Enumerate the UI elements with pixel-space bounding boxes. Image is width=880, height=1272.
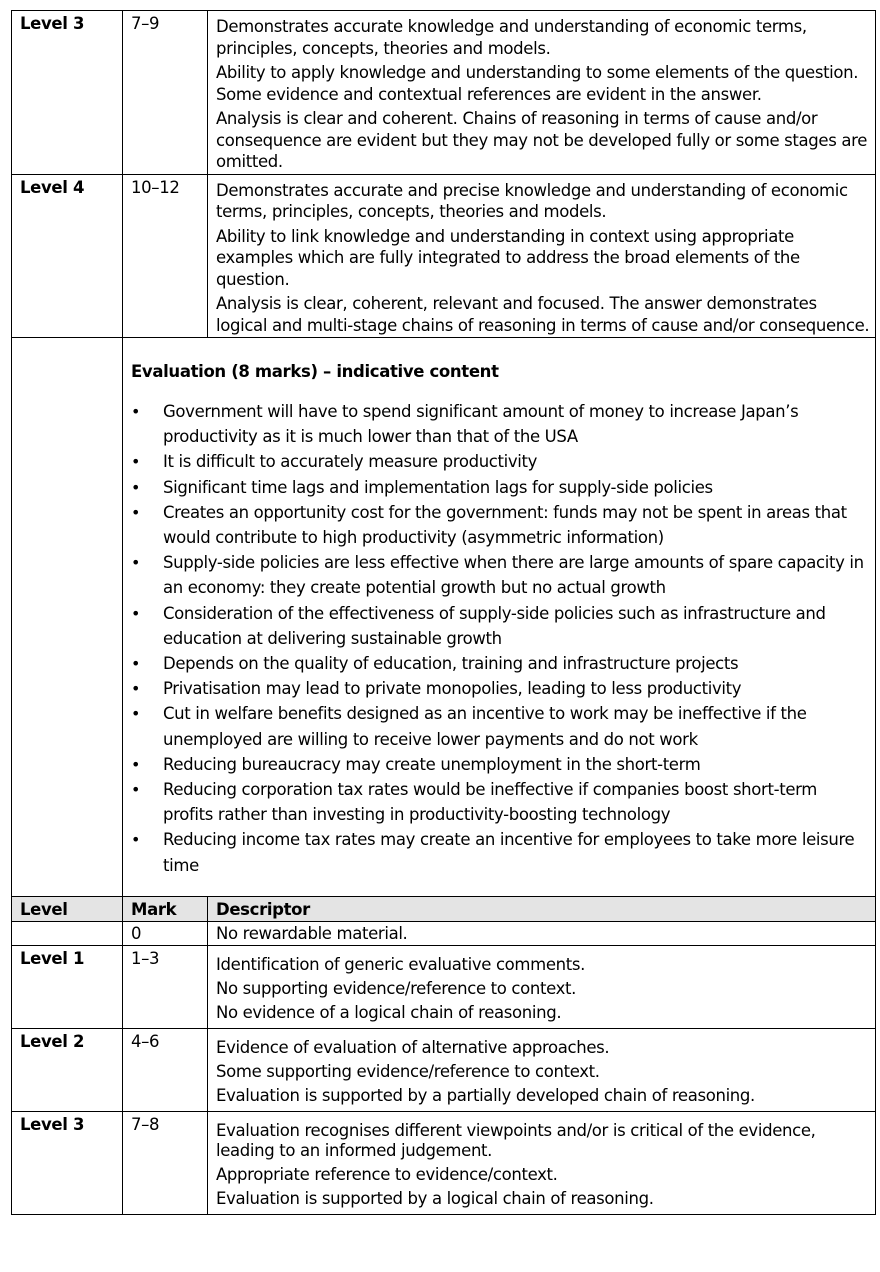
evaluation-content-row — [12, 338, 876, 897]
descriptor-cell — [208, 174, 876, 338]
header-level: Level — [12, 896, 123, 921]
header-descriptor: Descriptor — [208, 896, 876, 921]
descriptor-text: Analysis is clear, coherent, relevant and focused. The answer demonstrates logical and multi-stage chains of reasoning in terms of cause and/or consequence. — [216, 294, 870, 335]
list-item: • It is difficult to accurately measure productivity — [131, 449, 869, 474]
descriptor-cell — [208, 1028, 876, 1111]
descriptor-text: No supporting evidence/reference to context. — [216, 978, 577, 998]
evaluation-table-header — [12, 896, 876, 921]
descriptor-text: Evidence of evaluation of alternative approaches. — [216, 1037, 610, 1057]
evaluation-heading: Evaluation (8 marks) – indicative content — [131, 362, 499, 381]
descriptor-text: Evaluation is supported by a partially developed chain of reasoning. — [216, 1085, 755, 1105]
list-item: • Government will have to spend significant amount of money to increase Japan’s productivity as it is much lower than that of the USA — [131, 399, 869, 449]
empty-cell — [12, 338, 123, 897]
descriptor-text: Evaluation is supported by a logical chain of reasoning. — [216, 1188, 654, 1208]
list-item: • Depends on the quality of education, training and infrastructure projects — [131, 651, 869, 676]
evaluation-level-1-row — [12, 945, 876, 1028]
mark-range: 7–9 — [123, 11, 208, 175]
zero-mark-row — [12, 921, 876, 945]
mark-range: 10–12 — [123, 174, 208, 338]
descriptor-cell — [208, 11, 876, 175]
mark-range: 4–6 — [123, 1028, 208, 1111]
level-label: Level 1 — [12, 945, 123, 1028]
evaluation-content-cell — [123, 338, 876, 897]
descriptor-cell — [208, 921, 876, 945]
header-mark: Mark — [123, 896, 208, 921]
analysis-level-3-row — [12, 11, 876, 175]
descriptor-text: Demonstrates accurate and precise knowledge and understanding of economic terms, principles, concepts, theories and models. — [216, 180, 848, 221]
list-item: • Reducing income tax rates may create an incentive for employees to take more leisure time — [131, 827, 869, 877]
descriptor-text: Appropriate reference to evidence/context. — [216, 1164, 558, 1184]
level-label: Level 3 — [12, 11, 123, 175]
level-label: Level 4 — [12, 174, 123, 338]
descriptor-text: Ability to apply knowledge and understanding to some elements of the question. Some evidence and contextual references are evident in the answer. — [216, 63, 859, 104]
descriptor-text: Analysis is clear and coherent. Chains of reasoning in terms of cause and/or consequence are evident but they may not be developed fully or some stages are omitted. — [216, 109, 867, 171]
descriptor-text: Identification of generic evaluative comments. — [216, 954, 586, 974]
descriptor-text: Demonstrates accurate knowledge and understanding of economic terms, principles, concepts, theories and models. — [216, 17, 807, 58]
mark-range: 0 — [123, 921, 208, 945]
descriptor-text: No evidence of a logical chain of reasoning. — [216, 1002, 562, 1022]
list-item: • Consideration of the effectiveness of supply-side policies such as infrastructure and education at delivering sustainable growth — [131, 601, 869, 651]
level-label: Level 2 — [12, 1028, 123, 1111]
mark-scheme-table — [11, 10, 876, 1215]
list-item: • Reducing bureaucracy may create unemployment in the short-term — [131, 752, 869, 777]
list-item: • Reducing corporation tax rates would be ineffective if companies boost short-term profits rather than investing in productivity-boosting technology — [131, 777, 869, 827]
list-item: • Privatisation may lead to private monopolies, leading to less productivity — [131, 676, 869, 701]
descriptor-text: Evaluation recognises different viewpoints and/or is critical of the evidence, leading to an informed judgement. — [216, 1120, 816, 1160]
level-label: Level 3 — [12, 1111, 123, 1214]
list-item: • Supply-side policies are less effective when there are large amounts of spare capacity in an economy: they create potential growth but no actual growth — [131, 550, 869, 600]
level-label — [12, 921, 123, 945]
evaluation-level-3-row — [12, 1111, 876, 1214]
descriptor-cell — [208, 945, 876, 1028]
analysis-level-4-row — [12, 174, 876, 338]
descriptor-cell — [208, 1111, 876, 1214]
mark-range: 7–8 — [123, 1111, 208, 1214]
list-item: • Cut in welfare benefits designed as an incentive to work may be ineffective if the unemployed are willing to receive lower payments and do not work — [131, 701, 869, 751]
evaluation-level-2-row — [12, 1028, 876, 1111]
mark-range: 1–3 — [123, 945, 208, 1028]
list-item: • Significant time lags and implementation lags for supply-side policies — [131, 475, 869, 500]
descriptor-text: No rewardable material. — [216, 923, 408, 943]
evaluation-points-list — [131, 399, 869, 878]
list-item: • Creates an opportunity cost for the government: funds may not be spent in areas that would contribute to high productivity (asymmetric information) — [131, 500, 869, 550]
descriptor-text: Ability to link knowledge and understanding in context using appropriate examples which are fully integrated to address the broad elements of the question. — [216, 226, 800, 289]
descriptor-text: Some supporting evidence/reference to context. — [216, 1061, 600, 1081]
